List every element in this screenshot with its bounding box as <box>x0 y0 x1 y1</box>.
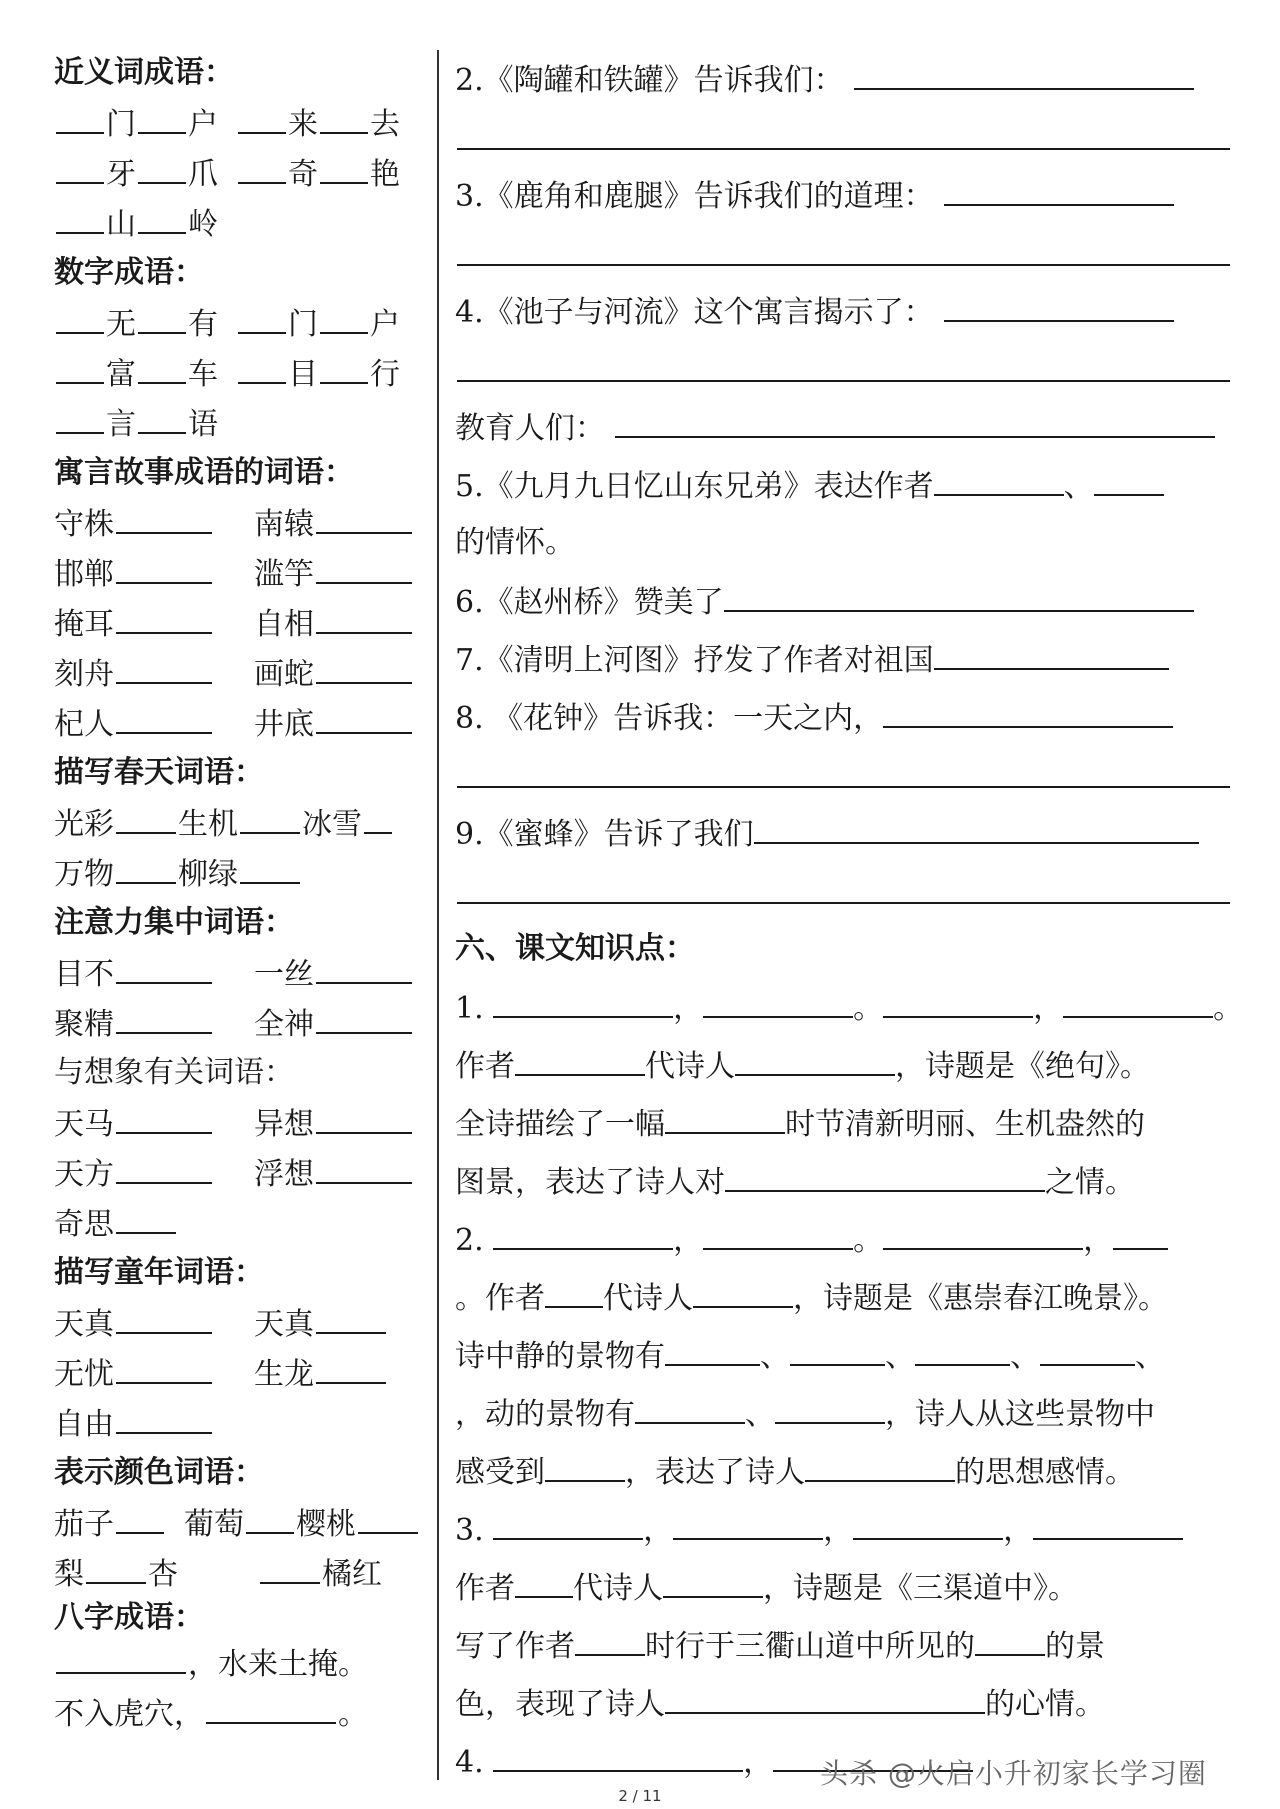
word: 樱桃 <box>296 1507 356 1542</box>
punct: 、 <box>1010 1339 1040 1374</box>
char: 山 <box>106 207 136 242</box>
blank[interactable] <box>238 98 286 134</box>
word: 光彩 <box>54 807 114 842</box>
text: 感受到 <box>455 1455 545 1490</box>
blank[interactable] <box>56 198 104 234</box>
knowledge-2-line-4 <box>455 1384 1230 1442</box>
text: 时行于三衢山道中所见的 <box>645 1629 975 1664</box>
number-row-2 <box>54 348 434 398</box>
question-text: 5.《九月九日忆山东兄弟》表达作者 <box>455 469 934 504</box>
answer-blank[interactable] <box>693 1268 793 1308</box>
answer-blank[interactable] <box>853 1500 1003 1540</box>
blank[interactable] <box>116 548 212 584</box>
answer-blank[interactable] <box>493 978 673 1018</box>
fable-row <box>54 598 434 648</box>
item-number: 1. <box>455 991 484 1026</box>
word: 万物 <box>54 857 114 892</box>
word: 井底 <box>254 707 314 742</box>
punct: 、 <box>760 1339 790 1374</box>
answer-blank[interactable] <box>515 1036 645 1076</box>
blank[interactable] <box>56 148 104 184</box>
blank[interactable] <box>260 1548 320 1584</box>
answer-blank[interactable] <box>805 1442 955 1482</box>
fable-row <box>54 648 434 698</box>
fable-row <box>54 548 434 598</box>
column-divider <box>437 50 439 1780</box>
text: 全诗描绘了一幅 <box>455 1107 665 1142</box>
fable-row <box>54 498 434 548</box>
knowledge-2-line-1 <box>455 1210 1230 1268</box>
answer-blank[interactable] <box>545 1268 603 1308</box>
punct: ， <box>1083 1223 1114 1258</box>
blank[interactable] <box>116 998 212 1034</box>
text: 。 <box>338 1697 368 1732</box>
char: 户 <box>370 307 400 342</box>
punct: 。 <box>853 991 884 1026</box>
heading-childhood-words: 描写童年词语： <box>54 1255 264 1290</box>
blank[interactable] <box>138 148 186 184</box>
question-text: 9.《蜜蜂》告诉了我们 <box>455 817 754 852</box>
blank[interactable] <box>316 548 412 584</box>
answer-blank[interactable] <box>724 572 1194 612</box>
answer-line[interactable] <box>455 224 1230 282</box>
answer-blank[interactable] <box>1040 1326 1135 1366</box>
heading-eight-char-idioms: 八字成语： <box>54 1600 204 1635</box>
text: 不入虎穴， <box>54 1697 204 1732</box>
question-text: 2.《陶罐和铁罐》告诉我们： <box>455 63 844 98</box>
answer-blank[interactable] <box>915 1326 1010 1366</box>
knowledge-2-line-2 <box>455 1268 1230 1326</box>
answer-blank[interactable] <box>934 630 1169 670</box>
char: 岭 <box>188 207 218 242</box>
question-7 <box>455 630 1230 688</box>
text: ，诗人从这些景物中 <box>885 1397 1155 1432</box>
imagine-row <box>54 1148 434 1198</box>
blank[interactable] <box>238 298 286 334</box>
word: 生龙 <box>254 1357 314 1392</box>
text: 作者 <box>455 1571 515 1606</box>
word: 南辕 <box>254 507 314 542</box>
punct: ， <box>743 1745 774 1780</box>
answer-blank[interactable] <box>944 282 1174 322</box>
word: 天方 <box>54 1157 114 1192</box>
eight-row-1 <box>54 1638 434 1688</box>
heading-fable-idioms: 寓言故事成语的词语： <box>54 455 354 490</box>
blank[interactable] <box>138 98 186 134</box>
answer-blank[interactable] <box>703 1210 853 1250</box>
text: ，动的景物有 <box>455 1397 635 1432</box>
answer-blank[interactable] <box>854 50 1194 90</box>
item-number: 2. <box>455 1223 484 1258</box>
punct: ， <box>643 1513 674 1548</box>
synonym-row-1 <box>54 98 434 148</box>
blank[interactable] <box>316 648 412 684</box>
word: 刻舟 <box>54 657 114 692</box>
blank[interactable] <box>138 398 186 434</box>
word: 生机 <box>178 807 238 842</box>
text: 时节清新明丽、生机盎然的 <box>785 1107 1145 1142</box>
answer-line[interactable] <box>455 746 1230 804</box>
answer-blank[interactable] <box>1113 1210 1168 1250</box>
knowledge-3-line-3 <box>455 1616 1230 1674</box>
knowledge-1-line-3 <box>455 1094 1230 1152</box>
spring-row-2 <box>54 848 434 898</box>
answer-blank[interactable] <box>515 1558 573 1598</box>
question-text: 8. 《花钟》告诉我：一天之内， <box>455 701 884 736</box>
text: ，诗题是《绝句》。 <box>895 1049 1150 1084</box>
blank[interactable] <box>138 198 186 234</box>
question-5-cont <box>455 514 1230 572</box>
color-row-2 <box>54 1548 434 1598</box>
answer-line[interactable] <box>455 108 1230 166</box>
text: 诗中静的景物有 <box>455 1339 665 1374</box>
blank[interactable] <box>56 348 104 384</box>
char: 车 <box>188 357 218 392</box>
blank[interactable] <box>240 848 300 884</box>
word: 守株 <box>54 507 114 542</box>
answer-blank[interactable] <box>883 688 1173 728</box>
heading-color-words: 表示颜色词语： <box>54 1455 264 1490</box>
knowledge-1-line-1 <box>455 978 1244 1036</box>
text: 色，表现了诗人 <box>455 1687 665 1722</box>
page-number: 2 / 11 <box>618 1787 662 1805</box>
answer-blank[interactable] <box>934 456 1064 496</box>
char: 艳 <box>370 157 400 192</box>
question-text: 4.《池子与河流》这个寓言揭示了： <box>455 295 934 330</box>
blank[interactable] <box>116 948 212 984</box>
blank[interactable] <box>116 498 212 534</box>
word: 掩耳 <box>54 607 114 642</box>
question-3 <box>455 166 1230 224</box>
blank[interactable] <box>56 398 104 434</box>
answer-blank[interactable] <box>1094 456 1164 496</box>
knowledge-1-line-4 <box>455 1152 1230 1210</box>
color-row-1 <box>54 1498 434 1548</box>
answer-blank[interactable] <box>575 1616 645 1656</box>
knowledge-3-line-1 <box>455 1500 1230 1558</box>
punct: 。 <box>853 1223 884 1258</box>
question-4 <box>455 282 1230 340</box>
text: 代诗人 <box>645 1049 735 1084</box>
blank[interactable] <box>316 1298 386 1334</box>
word: 邯郸 <box>54 557 114 592</box>
blank[interactable] <box>116 798 176 834</box>
word: 天真 <box>254 1307 314 1342</box>
heading-synonym-idioms: 近义词成语： <box>54 55 234 90</box>
punct: ， <box>1033 991 1064 1026</box>
blank[interactable] <box>116 848 176 884</box>
question-text: 的情怀。 <box>455 525 575 560</box>
answer-blank[interactable] <box>883 1210 1083 1250</box>
spring-row-1 <box>54 798 434 848</box>
blank[interactable] <box>316 998 412 1034</box>
blank[interactable] <box>138 298 186 334</box>
char: 言 <box>106 407 136 442</box>
blank[interactable] <box>316 598 412 634</box>
answer-blank[interactable] <box>1033 1500 1183 1540</box>
blank[interactable] <box>358 1498 418 1534</box>
blank[interactable] <box>116 598 212 634</box>
blank[interactable] <box>116 1398 212 1434</box>
childhood-row <box>54 1298 434 1348</box>
answer-blank[interactable] <box>665 1094 785 1134</box>
synonym-row-3 <box>54 198 434 248</box>
blank[interactable] <box>116 1148 212 1184</box>
question-text: 3.《鹿角和鹿腿》告诉我们的道理： <box>455 179 934 214</box>
word: 杞人 <box>54 707 114 742</box>
answer-blank[interactable] <box>665 1326 760 1366</box>
word: 葡萄 <box>184 1507 244 1542</box>
char: 爪 <box>188 157 218 192</box>
blank[interactable] <box>116 1098 212 1134</box>
question-2 <box>455 50 1230 108</box>
blank[interactable] <box>116 1298 212 1334</box>
answer-blank[interactable] <box>944 166 1174 206</box>
answer-blank[interactable] <box>703 978 853 1018</box>
punct: ， <box>673 991 704 1026</box>
text: 。作者 <box>455 1281 545 1316</box>
word: 天马 <box>54 1107 114 1142</box>
word: 冰雪 <box>302 807 362 842</box>
blank[interactable] <box>240 798 300 834</box>
char: 无 <box>106 307 136 342</box>
question-8 <box>455 688 1230 746</box>
question-5 <box>455 456 1230 514</box>
text: ，诗题是《惠崇春江晚景》。 <box>793 1281 1168 1316</box>
word: 橘红 <box>322 1557 382 1592</box>
question-6 <box>455 572 1230 630</box>
text: 作者 <box>455 1049 515 1084</box>
word: 杏 <box>148 1557 178 1592</box>
word: 天真 <box>54 1307 114 1342</box>
word: 柳绿 <box>178 857 238 892</box>
answer-blank[interactable] <box>790 1326 885 1366</box>
question-text: 6.《赵州桥》赞美了 <box>455 585 724 620</box>
blank[interactable] <box>56 298 104 334</box>
blank[interactable] <box>316 1348 386 1384</box>
blank[interactable] <box>320 98 368 134</box>
word: 奇思 <box>54 1207 114 1242</box>
answer-line[interactable] <box>455 862 1230 920</box>
question-text: 7.《清明上河图》抒发了作者对祖国 <box>455 643 934 678</box>
text: 的景 <box>1045 1629 1105 1664</box>
answer-blank[interactable] <box>635 1384 745 1424</box>
word: 梨 <box>54 1557 84 1592</box>
text: 代诗人 <box>603 1281 693 1316</box>
heading-spring-words: 描写春天词语： <box>54 755 264 790</box>
imagine-row <box>54 1098 434 1148</box>
heading-focus-words: 注意力集中词语： <box>54 905 294 940</box>
knowledge-2-line-3 <box>455 1326 1230 1384</box>
char: 来 <box>288 107 318 142</box>
blank[interactable] <box>86 1548 146 1584</box>
char: 门 <box>106 107 136 142</box>
blank[interactable] <box>116 698 212 734</box>
knowledge-3-line-4 <box>455 1674 1230 1732</box>
punct: 。 <box>1213 991 1244 1026</box>
item-number: 4. <box>455 1745 484 1780</box>
blank[interactable] <box>316 698 412 734</box>
childhood-row-last <box>54 1398 434 1448</box>
blank[interactable] <box>316 1148 412 1184</box>
blank[interactable] <box>320 298 368 334</box>
blank[interactable] <box>364 798 392 834</box>
punct: ， <box>673 1223 704 1258</box>
answer-blank[interactable] <box>725 1152 1045 1192</box>
blank[interactable] <box>138 348 186 384</box>
word: 一丝 <box>254 957 314 992</box>
answer-blank[interactable] <box>663 1558 763 1598</box>
blank[interactable] <box>316 948 412 984</box>
answer-blank[interactable] <box>545 1442 625 1482</box>
blank[interactable] <box>320 348 368 384</box>
char: 行 <box>370 357 400 392</box>
char: 富 <box>106 357 136 392</box>
blank[interactable] <box>116 648 212 684</box>
heading-imagination-words: 与想象有关词语： <box>54 1055 294 1090</box>
synonym-row-2 <box>54 148 434 198</box>
blank[interactable] <box>316 1098 412 1134</box>
word: 浮想 <box>254 1157 314 1192</box>
blank[interactable] <box>56 1638 186 1674</box>
eight-row-2 <box>54 1688 434 1738</box>
knowledge-1-line-2 <box>455 1036 1230 1094</box>
word: 无忧 <box>54 1357 114 1392</box>
childhood-row <box>54 1348 434 1398</box>
section-six-heading: 六、课文知识点： <box>455 931 695 966</box>
word: 自由 <box>54 1407 114 1442</box>
blank[interactable] <box>116 1198 176 1234</box>
word: 茄子 <box>54 1507 114 1542</box>
text: 写了作者 <box>455 1629 575 1664</box>
word: 滥竽 <box>254 557 314 592</box>
punct: ， <box>823 1513 854 1548</box>
answer-blank[interactable] <box>1063 978 1213 1018</box>
word: 异想 <box>254 1107 314 1142</box>
knowledge-2-line-5 <box>455 1442 1230 1500</box>
number-row-1 <box>54 298 434 348</box>
punct: 、 <box>745 1397 775 1432</box>
char: 语 <box>188 407 218 442</box>
answer-blank[interactable] <box>673 1500 823 1540</box>
blank[interactable] <box>56 98 104 134</box>
imagine-row-last <box>54 1198 434 1248</box>
question-text: 教育人们： <box>455 411 605 446</box>
word: 目不 <box>54 957 114 992</box>
left-column <box>54 48 434 1738</box>
answer-blank[interactable] <box>493 1210 673 1250</box>
text: ，水来土掩。 <box>188 1647 368 1682</box>
char: 牙 <box>106 157 136 192</box>
blank[interactable] <box>246 1498 294 1534</box>
text: 的心情。 <box>985 1687 1105 1722</box>
text: 之情。 <box>1045 1165 1135 1200</box>
heading-number-idioms: 数字成语： <box>54 255 204 290</box>
right-column <box>455 50 1244 1790</box>
text: ，表达了诗人 <box>625 1455 805 1490</box>
text: 图景，表达了诗人对 <box>455 1165 725 1200</box>
punct: 、 <box>885 1339 915 1374</box>
answer-line[interactable] <box>455 340 1230 398</box>
answer-blank[interactable] <box>615 398 1215 438</box>
number-row-3 <box>54 398 434 448</box>
char: 目 <box>288 357 318 392</box>
question-4-educate <box>455 398 1230 456</box>
word: 画蛇 <box>254 657 314 692</box>
answer-blank[interactable] <box>883 978 1033 1018</box>
punct: 、 <box>1135 1339 1165 1374</box>
punct: ， <box>1003 1513 1034 1548</box>
char: 奇 <box>288 157 318 192</box>
focus-row <box>54 998 434 1048</box>
blank[interactable] <box>320 148 368 184</box>
word: 自相 <box>254 607 314 642</box>
blank[interactable] <box>238 148 286 184</box>
answer-blank[interactable] <box>493 1732 743 1772</box>
text: 的思想感情。 <box>955 1455 1135 1490</box>
char: 有 <box>188 307 218 342</box>
blank[interactable] <box>238 348 286 384</box>
char: 门 <box>288 307 318 342</box>
question-9 <box>455 804 1230 862</box>
watermark-text: 头杀 @火启小升初家长学习圈 <box>820 1757 1207 1790</box>
answer-blank[interactable] <box>975 1616 1045 1656</box>
char: 去 <box>370 107 400 142</box>
blank[interactable] <box>206 1688 336 1724</box>
answer-blank[interactable] <box>493 1500 643 1540</box>
item-number: 3. <box>455 1513 484 1548</box>
word: 全神 <box>254 1007 314 1042</box>
text: 代诗人 <box>573 1571 663 1606</box>
blank[interactable] <box>116 1348 212 1384</box>
answer-blank[interactable] <box>754 804 1199 844</box>
answer-blank[interactable] <box>665 1674 985 1714</box>
char: 户 <box>188 107 218 142</box>
text: ，诗题是《三渠道中》。 <box>763 1571 1078 1606</box>
blank[interactable] <box>316 498 412 534</box>
focus-row <box>54 948 434 998</box>
knowledge-3-line-2 <box>455 1558 1230 1616</box>
blank[interactable] <box>116 1498 164 1534</box>
answer-blank[interactable] <box>735 1036 895 1076</box>
word: 聚精 <box>54 1007 114 1042</box>
separator: 、 <box>1063 469 1094 504</box>
answer-blank[interactable] <box>775 1384 885 1424</box>
fable-row <box>54 698 434 748</box>
